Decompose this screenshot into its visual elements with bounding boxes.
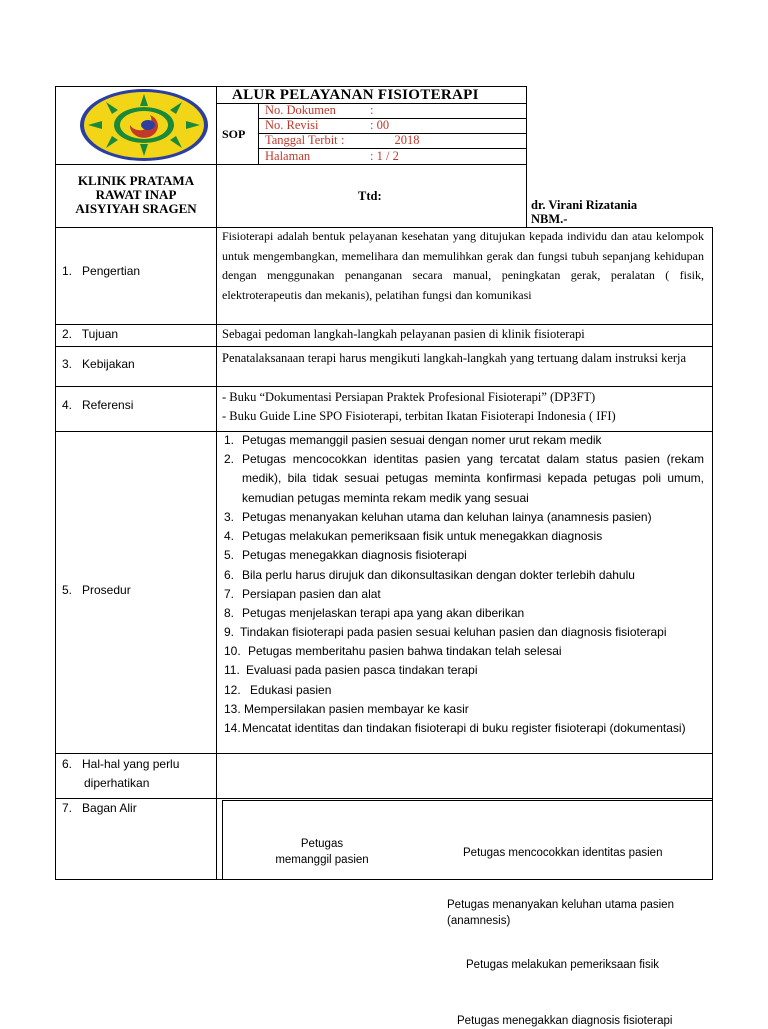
section-label-tujuan: 2. Tujuan	[62, 327, 119, 341]
flow-box-physical-exam: Petugas melakukan pemeriksaan fisik	[466, 959, 660, 971]
signature-label: Ttd:	[358, 189, 382, 203]
prosedur-steps: 1. Petugas memanggil pasien sesuai dengan nomer urut rekam medik 2. Petugas mencocokkan identitas pasien yang tercatat dalam status pasien (rekam medik), bila tidak sesuai petugas meminta konfirmasi kepada petugas poli umum, kemudian petugas meminta rekam medik yang sesuai 3. Petugas menanyakan keluhan utama dan keluhan lainya (anamnesis pasien) 4. Petugas melakukan pemeriksaan fisik untuk menegakkan diagnosis 5. Petugas menegakkan diagnosis fisioterapi 6. Bila perlu harus dirujuk dan dikonsultasikan dengan dokter terlebih dahulu 7. Persiapan pasien dan alat 8. Petugas menjelaskan terapi apa yang akan diberikan 9. Tindakan fisioterapi pada pasien sesuai keluhan pasien dan diagnosis fisioterapi 10. Petugas memberitahu pasien bahwa tindakan telah selesai 11. Evaluasi pada pasien pasca tindakan terapi 12. Edukasi pasien 13. Mempersilakan pasien membayar ke kasir 14. Mencatat identitas dan tindakan fisioterapi di buku register fisioterapi (dokumentasi)	[224, 433, 704, 735]
clinic-name-line2: RAWAT INAP	[95, 187, 177, 202]
section-label-referensi: 4. Referensi	[62, 398, 134, 412]
document-fields	[265, 103, 523, 164]
doc-number-label: No. Dokumen	[265, 103, 336, 117]
flow-box-anamnesis	[447, 897, 674, 929]
revision-label: No. Revisi	[265, 118, 319, 132]
section-label-pengertian: 1. Pengertian	[62, 264, 141, 278]
document-title: ALUR PELAYANAN FISIOTERAPI	[232, 87, 479, 103]
page-value: : 1 / 2	[370, 149, 399, 163]
referensi-item-1: - Buku “Dokumentasi Persiapan Praktek Profesional Fisioterapi” (DP3FT)	[222, 390, 596, 404]
section-label-prosedur: 5. Prosedur	[62, 583, 131, 597]
revision-value: : 00	[370, 118, 390, 132]
section-label-hal-hal-line2: diperhatikan	[84, 776, 150, 790]
section-label-kebijakan: 3. Kebijakan	[62, 357, 135, 371]
flow-box-diagnosis: Petugas menegakkan diagnosis fisioterapi	[457, 1015, 673, 1027]
clinic-name-line3: AISYIYAH SRAGEN	[75, 201, 197, 216]
section-label-hal-hal-line1: 6. Hal-hal yang perlu	[62, 757, 180, 771]
flow-box-call-patient	[262, 836, 382, 868]
referensi-item-2: - Buku Guide Line SPO Fisioterapi, terbitan Ikatan Fisioterapi Indonesia ( IFI)	[222, 409, 616, 423]
section-label-bagan-alir: 7. Bagan Alir	[62, 801, 137, 815]
flow-box-call-patient-line1: Petugas	[300, 838, 344, 850]
flow-box-anamnesis-line2: (anamnesis)	[447, 915, 511, 927]
signer-name: dr. Virani Rizatania	[531, 198, 638, 212]
clinic-name-line1: KLINIK PRATAMA	[77, 173, 195, 188]
pengertian-text: Fisioterapi adalah bentuk pelayanan kesehatan yang ditujukan kepada individu dan atau kelompok untuk mengembangkan, memelihara dan memulihkan gerak dan fungsi tubuh sepanjang kehidupan dengan menggunakan penanganan secara manual, peningkatan gerak, peralatan ( fisik, elektroterapeutis dan mekanis), pelatihan fungsi dan komunikasi	[222, 229, 704, 302]
flow-box-verify-identity: Petugas mencocokkan identitas pasien	[463, 847, 663, 859]
clinic-name	[56, 174, 216, 216]
issue-date-value: : 2018	[341, 133, 420, 147]
sop-label: SOP	[222, 127, 246, 141]
flow-box-anamnesis-line1: Petugas menanyakan keluhan utama pasien	[447, 899, 674, 911]
flow-box-call-patient-line2: memanggil pasien	[275, 854, 369, 866]
clinic-logo	[78, 88, 210, 162]
kebijakan-text: Penatalaksanaan terapi harus mengikuti langkah-langkah yang tertuang dalam instruksi kerja	[222, 351, 687, 365]
signer-nbm: NBM.-	[531, 212, 568, 226]
issue-date-label: Tanggal Terbit	[265, 133, 338, 147]
doc-number-value: :	[370, 103, 374, 117]
page-label: Halaman	[265, 149, 311, 163]
tujuan-text: Sebagai pedoman langkah-langkah pelayanan pasien di klinik fisioterapi	[222, 327, 585, 341]
